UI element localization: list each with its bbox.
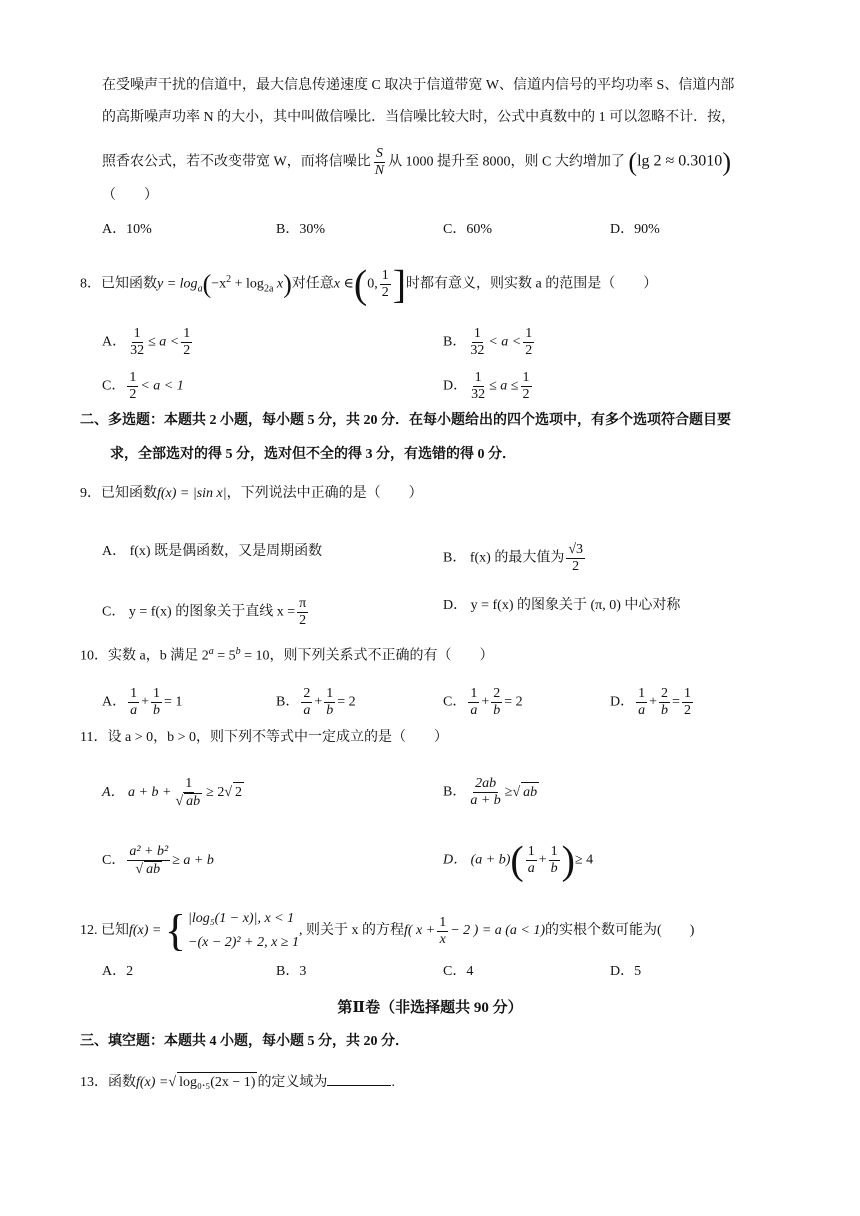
- q10-option-d[interactable]: D． $\frac{1}{a}$ + $\frac{2}{b}$ = $\frac{1}{2}$: [610, 686, 691, 718]
- q10-option-b[interactable]: B． $\frac{2}{a}$ + $\frac{1}{b}$ = 2: [276, 686, 356, 718]
- q10-stem: 10．实数 a，b 满足 $2^a = 5^b = 10$，则下列关系式不正确的有（ ）: [80, 646, 494, 664]
- q7-paren: （ ）: [102, 188, 158, 203]
- q12-stem: 12. 已知f(x) = { |log₅(1 − x)|, x < 1 −(x − 2)² + 2, x ≥ 1 , 则关于 x 的方程f( x + $\frac{1}{x}$ − 2 ) = a (a < 1)的实根个数可能为( ): [80, 906, 695, 955]
- q11-option-b[interactable]: B． $\frac{2ab}{a + b}$ ≥√ ab: [443, 776, 538, 808]
- q10-option-c[interactable]: C． $\frac{1}{a}$ + $\frac{2}{b}$ = 2: [443, 686, 523, 718]
- q12-option-a[interactable]: A．2: [102, 964, 134, 979]
- q13-stem: 13．函数f(x) =√ log₀.₅(2x − 1) 的定义域为 .: [80, 1072, 395, 1093]
- q7-line3-b: 从 1000 提升至 8000，则 C 大约增加了: [388, 154, 625, 170]
- part2-title: 第Ⅱ卷（非选择题共 90 分）: [337, 1000, 523, 1016]
- q9-option-a[interactable]: A． f(x) 既是偶函数，又是周期函数: [102, 544, 323, 559]
- q12-option-b[interactable]: B．3: [276, 964, 307, 979]
- q12-piecewise: { |log₅(1 − x)|, x < 1 −(x − 2)² + 2, x ≥ 1: [164, 906, 299, 955]
- q7-option-a[interactable]: A．10%: [102, 222, 152, 237]
- q7-option-c[interactable]: C．60%: [443, 222, 492, 237]
- q12-option-d[interactable]: D．5: [610, 964, 642, 979]
- q7-option-b[interactable]: B．30%: [276, 222, 325, 237]
- q8-option-a[interactable]: A． $\frac{1}{32}$ ≤ a < $\frac{1}{2}$: [102, 326, 191, 358]
- q9-option-c[interactable]: C． y = f(x) 的图象关于直线 x = $\frac{\pi}{2}$: [102, 596, 307, 628]
- q11-option-d[interactable]: D． (a + b)( $\frac{1}{a}$ + $\frac{1}{b}$ )≥ 4: [443, 837, 594, 883]
- q7-line2: 的高斯噪声功率 N 的大小，其中叫做信噪比．当信噪比较大时，公式中真数中的 1 可以忽略不计．按，: [102, 110, 736, 125]
- q9-stem: 9．已知函数f(x) = |sin x|，下列说法中正确的是（ ）: [80, 486, 423, 501]
- q9-option-d[interactable]: D． y = f(x) 的图象关于 (π, 0) 中心对称: [443, 598, 681, 613]
- q10-option-a[interactable]: A． $\frac{1}{a}$ + $\frac{1}{b}$ = 1: [102, 686, 183, 718]
- q8-option-b[interactable]: B． $\frac{1}{32}$ < a < $\frac{1}{2}$: [443, 326, 533, 358]
- q7-option-d[interactable]: D．90%: [610, 222, 660, 237]
- q7-lg-hint: lg 2 ≈ 0.3010: [637, 152, 723, 170]
- q11-option-c[interactable]: C． $\frac{\text{a² + b²}}{√ ab}$ ≥ a + b: [102, 844, 214, 877]
- q7-line3: 照香农公式，若不改变带宽 W，而将信噪比 $\frac{S}{N}$ 从 1000 提升至 8000，则 C 大约增加了 (lg 2 ≈ 0.3010): [102, 146, 731, 178]
- section2-heading-line2: 求，全部选对的得 5 分，选对但不全的得 3 分，有选错的得 0 分．: [110, 447, 516, 462]
- q9-option-b[interactable]: B． f(x) 的最大值为 $\frac{√3}{2}$: [443, 542, 584, 574]
- q12-option-c[interactable]: C．4: [443, 964, 474, 979]
- q7-line1: 在受噪声干扰的信道中，最大信息传递速度 C 取决于信道带宽 W、信道内信号的平均功率 S、信道内部: [102, 78, 735, 93]
- q8-option-c[interactable]: C． $\frac{1}{2}$ < a < 1: [102, 370, 184, 402]
- q8-stem: 8．已知函数$y = \log_a(-x^2 + \log_{2a} x)$对任意x ∈(0, $\frac{1}{2}$ ]时都有意义，则实数 a 的范围是（ ）: [80, 261, 658, 307]
- q13-answer-blank[interactable]: [327, 1085, 391, 1086]
- q11-stem: 11．设 a > 0，b > 0，则下列不等式中一定成立的是（ ）: [80, 730, 448, 745]
- q8-option-d[interactable]: D． $\frac{1}{32}$ ≤ a ≤ $\frac{1}{2}$: [443, 370, 530, 402]
- q7-line3-a: 照香农公式，若不改变带宽 W，而将信噪比: [102, 154, 371, 170]
- q7-snr-fraction: $\frac{S}{N}$: [374, 146, 385, 178]
- q11-option-a[interactable]: A． a + b + $\frac{1}{√ ab}$ ≥ 2√ 2: [102, 776, 243, 809]
- section2-heading-line1: 二、多选题：本题共 2 小题，每小题 5 分，共 20 分．在每小题给出的四个选项中，有多个选项符合题目要: [80, 413, 731, 428]
- section3-heading: 三、填空题：本题共 4 小题，每小题 5 分，共 20 分．: [80, 1034, 409, 1049]
